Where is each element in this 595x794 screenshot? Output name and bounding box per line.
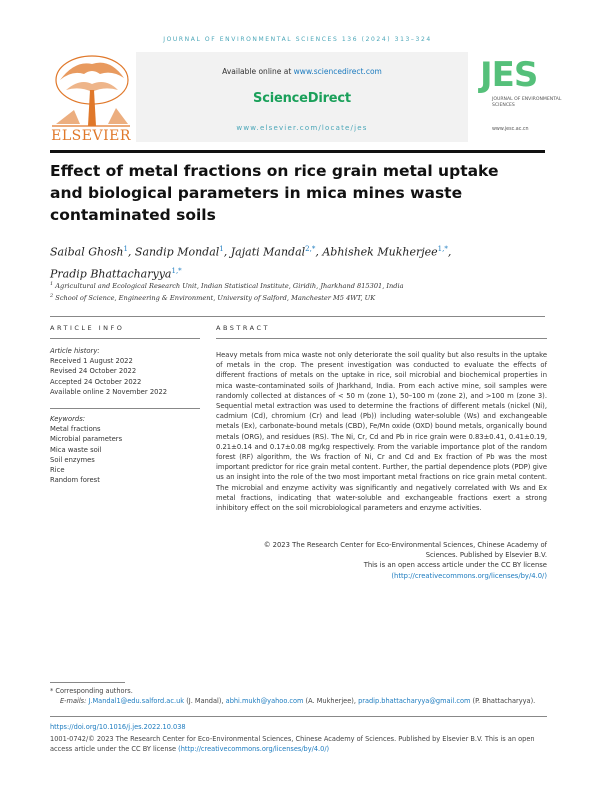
author-affiliation-marker[interactable]: 2,*	[305, 245, 316, 253]
keyword: Metal fractions	[50, 425, 101, 434]
article-history-label: Article history:	[50, 347, 100, 355]
keywords-list	[50, 414, 200, 485]
abstract-divider	[216, 338, 547, 339]
jes-url: www.jesc.ac.cn	[492, 127, 529, 132]
doi-line	[50, 722, 547, 732]
article-title: Effect of metal fractions on rice grain metal uptake and biological parameters in mica mines waste contaminated soils	[50, 162, 499, 224]
keyword: Random forest	[50, 476, 100, 485]
email-link[interactable]: abhi.mukh@yahoo.com	[225, 697, 304, 705]
author-affiliation-marker[interactable]: 1,*	[171, 266, 182, 275]
jes-logo: JES	[480, 55, 538, 95]
author-affiliation-marker[interactable]: 1	[123, 245, 128, 253]
email-owner: (A. Mukherjee),	[305, 697, 356, 705]
article-info-heading: ARTICLE INFO	[50, 324, 125, 332]
email-owner: (P. Bhattacharyya).	[472, 697, 536, 705]
keyword: Mica waste soil	[50, 445, 102, 454]
author-affiliation-marker[interactable]: 1	[219, 245, 224, 253]
issn-license-link[interactable]: (http://creativecommons.org/licenses/by/4.0/)	[178, 745, 330, 753]
history-item: Available online 2 November 2022	[50, 387, 168, 396]
header-divider	[50, 150, 545, 153]
author-affiliation-marker[interactable]: 1,*	[437, 245, 448, 253]
abstract-text: Heavy metals from mica waste not only deteriorate the soil quality but also results in the uptake of metals in the crop. The present investigation was conducted to evaluate the effects of different fractions of metals on the uptake in rice, soil microbial and biochemical properties in mica waste-contaminated soils of Jharkhand, India. From each active mine, soil samples were randomly collected at distances of < 50 m (zone 1), 50–100 m (zone 2), and >100 m (zone 3). Sequential metal extraction was used to determine the fractions of different metals (nickel (Ni), cadmium (Cd), chromium (Cr) and lead (Pb)) including water-soluble (Ws) and exchangeable metals (Ex), carbonate-bound metals (CBD), Fe/Mn oxide (OXD) bound metals, organically bound metals (ORG), and residues (RS). The Ni, Cr, Cd and Pb in rice grain were 0.83±0.41, 0.41±0.19, 0.21±0.14 and 0.17±0.08 mg/kg respectively. From the variable importance plot of the random forest (RF) algorithm, the Ws fraction of Ni, Cr and Cd and Ex fraction of Pb was the most important predictor for rice grain metal content. Further, the partial dependence plots (PDP) give us an insight into the role of the two most important metal fractions on rice grain metal content. The microbial and enzyme activity was significantly and negatively correlated with Ws and Ex metal fractions, indicating that water-soluble and exchangeable fractions exert a strong inhibitory effect on the soil microbiological parameters and enzyme activities.	[216, 351, 548, 513]
email-owner: (J. Mandal),	[186, 697, 224, 705]
affiliation	[50, 293, 545, 302]
keywords-label: Keywords:	[50, 415, 86, 423]
journal-homepage-link[interactable]: www.elsevier.com/locate/jes	[236, 124, 368, 132]
available-online-line	[136, 67, 468, 76]
history-item: Received 1 August 2022	[50, 357, 133, 366]
copyright-line: Sciences. Published by Elsevier B.V.	[425, 551, 547, 560]
affiliation-marker: 1	[50, 281, 54, 287]
author-name: Sandip Mondal	[134, 245, 220, 259]
keyword: Rice	[50, 466, 65, 475]
author-name: Saibal Ghosh	[50, 245, 124, 259]
email-link[interactable]: pradip.bhattacharyya@gmail.com	[358, 697, 471, 705]
issn-text: 1001-0742/© 2023 The Research Center for Eco-Environmental Sciences, Chinese Academy of Sciences. Published by Elsevier B.V. This is an open access article under the CC BY license	[50, 735, 535, 753]
doi-divider	[50, 716, 547, 717]
author-name: Pradip Bhattacharyya	[50, 267, 172, 281]
author-name: Abhishek Mukherjee	[322, 245, 438, 259]
emails-label: E-mails:	[60, 697, 87, 705]
footnote-divider	[50, 682, 125, 683]
elsevier-wordmark: ELSEVIER	[51, 128, 131, 144]
license-link[interactable]: (http://creativecommons.org/licenses/by/4.0/)	[391, 571, 547, 580]
affiliation-marker: 2	[50, 293, 54, 299]
available-online-text: Available online at	[222, 67, 292, 76]
corresponding-footnote	[50, 686, 547, 706]
section-divider	[50, 316, 545, 317]
open-access-line: This is an open access article under the CC BY license	[363, 561, 547, 570]
copyright-line: © 2023 The Research Center for Eco-Environmental Sciences, Chinese Academy of	[263, 541, 547, 549]
corresponding-authors-note: * Corresponding authors.	[50, 687, 133, 695]
issn-copyright	[50, 734, 547, 754]
keyword: Soil enzymes	[50, 455, 95, 464]
article-history	[50, 346, 200, 397]
journal-citation: JOURNAL OF ENVIRONMENTAL SCIENCES 136 (2024) 313–324	[163, 36, 432, 43]
email-link[interactable]: J.Mandal1@edu.salford.ac.uk	[88, 697, 185, 705]
keywords-divider	[50, 408, 200, 409]
keyword: Microbial parameters	[50, 435, 123, 444]
sciencedirect-url-link[interactable]: www.sciencedirect.com	[293, 67, 382, 76]
author-list: Saibal Ghosh$^1$, Sandip Mondal$^1$, Jajati Mandal$^{2,*}$, Abhishek Mukherjee$^{1,*}$, Pradip Bhattacharyya$^{1,*}$	[50, 245, 452, 281]
copyright-notice	[216, 540, 547, 581]
doi-link[interactable]: https://doi.org/10.1016/j.jes.2022.10.038	[50, 723, 186, 731]
author-emails	[50, 696, 547, 706]
author-name: Jajati Mandal	[230, 245, 306, 259]
article-info-divider	[50, 338, 200, 339]
history-item: Revised 24 October 2022	[50, 367, 137, 376]
affiliation-text: School of Science, Engineering & Environment, University of Salford, Manchester M5 4WT, UK	[55, 294, 376, 303]
jes-subtitle: JOURNAL OF ENVIRONMENTAL SCIENCES	[492, 97, 562, 108]
history-item: Accepted 24 October 2022	[50, 377, 142, 386]
abstract-heading: ABSTRACT	[216, 324, 270, 332]
affiliation-text: Agricultural and Ecological Research Unit, Indian Statistical Institute, Giridih, Jharkhand 815301, India	[55, 282, 404, 291]
affiliation	[50, 281, 545, 290]
sciencedirect-logo[interactable]: ScienceDirect	[253, 91, 351, 106]
